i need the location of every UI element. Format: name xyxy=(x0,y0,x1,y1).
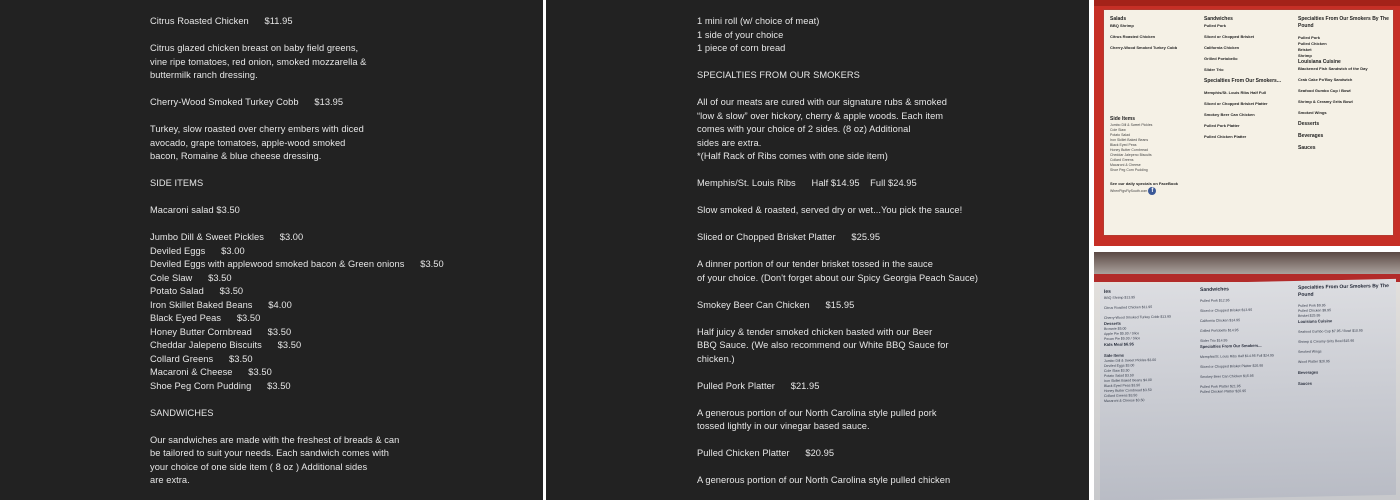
menu-text-line: Deviled Eggs with applewood smoked bacon & Green onions $3.50 xyxy=(150,259,444,269)
menu-text-line: Citrus Roasted Chicken $11.95 xyxy=(150,16,293,26)
menu-item: Slider Trio $14.95 xyxy=(1200,338,1228,344)
menu-item: Citrus Roasted Chicken xyxy=(1110,34,1156,39)
menu-text-line: Smokey Beer Can Chicken $15.95 xyxy=(697,299,855,310)
menu-text-line: BBQ Sauce. (We also recommend our White BBQ Sauce for xyxy=(697,340,949,350)
menu-text-line: of your choice. (Don't forget about our Spicy Georgia Peach Sauce) xyxy=(697,272,979,283)
menu-section: Desserts xyxy=(1104,320,1121,327)
column-heading: Salads xyxy=(1110,16,1127,22)
blank-line xyxy=(150,218,444,232)
menu-text-line: chicken.) xyxy=(697,353,735,364)
menu-text-line: Collard Greens $3.50 xyxy=(150,353,253,364)
menu-item: Pulled Chicken xyxy=(1298,41,1327,46)
blank-line xyxy=(697,2,978,16)
menu-item: Memphis/St. Louis Ribs Half $14.95 Full $24.95 xyxy=(1200,353,1274,360)
menu-column-2 xyxy=(1200,285,1292,395)
column-heading: Sandwiches xyxy=(1204,16,1233,22)
menu-column-1 xyxy=(1110,16,1202,195)
menu-item: Pulled Pork Platter xyxy=(1204,123,1240,128)
menu-item: Shrimp & Creamy Grits Bowl $15.95 xyxy=(1298,338,1355,344)
menu-item: Seafood Gumbo Cup $7.95 / Bowl $10.95 xyxy=(1298,328,1363,334)
menu-item: Grilled Portobello $14.95 xyxy=(1200,328,1239,334)
menu-column-2 xyxy=(1204,16,1296,140)
menu-text-line: Half juicy & tender smoked chicken basted with our Beer xyxy=(697,326,933,337)
menu-item: Macaroni & Cheese $3.50 xyxy=(1104,398,1145,404)
side-item: Potato Salad xyxy=(1110,133,1131,137)
blank-line xyxy=(697,164,978,178)
menu-item: California Chicken $14.95 xyxy=(1200,318,1241,324)
menu-item: Citrus Roasted Chicken $11.95 xyxy=(1104,305,1153,311)
column-heading: Specialties From Our Smokers By The Pound xyxy=(1298,16,1389,29)
column-heading: Desserts xyxy=(1298,121,1320,127)
menu-section: Louisiana Cuisine xyxy=(1298,318,1333,324)
menu-text-line: Cherry-Wood Smoked Turkey Cobb $13.95 xyxy=(150,97,344,107)
menu-item: Wood Platter $26.95 xyxy=(1298,359,1330,364)
column-heading: Sandwiches xyxy=(1200,286,1229,294)
menu-item: California Chicken xyxy=(1204,45,1240,50)
menu-item: Blackened Fish Sandwich of the Day xyxy=(1298,66,1368,71)
menu-column-3 xyxy=(1298,16,1390,152)
menu-text-line: comes with your choice of 2 sides. (8 oz) Additional xyxy=(697,124,911,134)
side-item: Honey Butter Cornbread xyxy=(1110,148,1148,152)
menu-text-line: be tailored to suit your needs. Each sandwich comes with xyxy=(150,448,389,458)
blank-line xyxy=(697,461,978,475)
menu-item: Pulled Chicken Platter xyxy=(1204,134,1247,139)
menu-text-line: *(Half Rack of Ribs comes with one side item) xyxy=(697,151,888,161)
menu-text-line: Sliced or Chopped Brisket Platter $25.95 xyxy=(697,232,881,242)
blank-line xyxy=(150,83,444,97)
menu-item: Collard Greens $3.50 xyxy=(1104,393,1138,399)
menu-item: Iron Skillet Baked Beans $4.00 xyxy=(1104,378,1152,384)
menu-text-line: Shoe Peg Corn Pudding $3.50 xyxy=(150,380,291,391)
column-heading: Side Items xyxy=(1110,116,1136,122)
menu-item: Grilled Portobello xyxy=(1204,56,1238,61)
menu-item: Shrimp & Creamy Grits Bowl xyxy=(1298,99,1353,104)
menu-text-line: SPECIALTIES FROM OUR SMOKERS xyxy=(697,70,860,80)
blank-line xyxy=(697,191,978,205)
menu-item: Pecan Pie $5.00 / Slice xyxy=(1104,336,1141,342)
menu-text-line: A generous portion of our North Carolina style pulled pork xyxy=(697,407,937,418)
column-heading: Specialties From Our Smokers By The Pound xyxy=(1298,283,1389,298)
menu-item: Seafood Gumbo Cup / Bowl xyxy=(1298,88,1351,93)
menu-item: Pulled Pork $9.95 xyxy=(1298,303,1326,308)
menu-item: Pulled Pork Platter $21.95 xyxy=(1200,384,1241,390)
menu-text-line: Potato Salad $3.50 xyxy=(150,286,244,296)
blank-line xyxy=(697,285,978,299)
menu-text-line: buttermilk ranch dressing. xyxy=(150,70,258,80)
blank-line xyxy=(150,191,444,205)
menu-text-line: Our sandwiches are made with the freshest of breads & can xyxy=(150,434,400,445)
menu-item: Smoked Wings xyxy=(1298,110,1327,115)
photographed-menu-board xyxy=(1100,279,1396,500)
facebook-note: See our daily specials on FaceBook xyxy=(1110,181,1179,186)
column-heading: Specialties From Our Smokers... xyxy=(1204,78,1281,84)
menu-text-line: A dinner portion of our tender brisket tossed in the sauce xyxy=(697,259,933,269)
menu-text-line: Macaroni salad $3.50 xyxy=(150,205,240,215)
column-heading: Sauces xyxy=(1298,145,1316,151)
menu-text-line: Slow smoked & roasted, served dry or wet...You pick the sauce! xyxy=(697,205,963,215)
menu-item: Brownie $5.00 xyxy=(1104,326,1127,332)
menu-item: Shrimp xyxy=(1298,53,1312,58)
menu-column-3 xyxy=(1298,283,1390,387)
menu-section: Side Items xyxy=(1104,352,1125,359)
menu-item: Memphis/St. Louis Ribs Half Full xyxy=(1204,90,1267,95)
menu-text-line: avocado, grape tomatoes, apple-wood smoked xyxy=(150,137,346,148)
menu-text-line: 1 side of your choice xyxy=(697,29,784,40)
menu-text-line: “low & slow” over hickory, cherry & apple woods. Each item xyxy=(697,110,944,121)
menu-text-line: Memphis/St. Louis Ribs Half $14.95 Full $24.95 xyxy=(697,178,917,188)
printed-menu-sheet xyxy=(1104,10,1393,235)
menu-item: Smokey Beer Can Chicken $15.95 xyxy=(1200,373,1254,380)
menu-item: Cherry-Wood Smoked Turkey Cobb xyxy=(1110,45,1178,50)
menu-text-line: Iron Skillet Baked Beans $4.00 xyxy=(150,299,292,310)
menu-text-line: All of our meats are cured with our signature rubs & smoked xyxy=(697,97,947,107)
menu-section: Sauces xyxy=(1298,380,1313,386)
blank-line xyxy=(150,29,444,43)
side-item: Cole Slaw xyxy=(1110,128,1126,132)
website-url: WhenPigsFlySouth.com xyxy=(1110,189,1148,193)
menu-photo-thumbnail-top[interactable] xyxy=(1094,0,1400,246)
menu-text-line: Citrus glazed chicken breast on baby field greens, xyxy=(150,43,359,53)
menu-text-line: bacon, Romaine & blue cheese dressing. xyxy=(150,151,322,161)
menu-photo-thumbnail-bottom[interactable] xyxy=(1094,252,1400,500)
menu-item: Cole Slaw $3.50 xyxy=(1104,368,1130,374)
blank-line xyxy=(150,420,444,434)
menu-text-line: tossed lightly in our vinegar based sauce. xyxy=(697,421,870,431)
menu-section: Kids Meal $6.95 xyxy=(1104,341,1134,348)
side-item: Shoe Peg Corn Pudding xyxy=(1110,168,1148,172)
menu-item: Deviled Eggs $3.00 xyxy=(1104,363,1135,369)
menu-item: Smokey Beer Can Chicken xyxy=(1204,112,1255,117)
menu-column-1 xyxy=(1104,287,1196,404)
side-item: Iron Skillet Baked Beans xyxy=(1110,138,1149,142)
menu-text-line: SANDWICHES xyxy=(150,407,214,418)
menu-item: Pulled Chicken Platter $20.95 xyxy=(1200,389,1247,395)
menu-item: Sliced or Chopped Brisket Platter $25.95 xyxy=(1200,363,1264,370)
menu-item: Pulled Pork $12.95 xyxy=(1200,298,1230,304)
menu-text-line: Pulled Pork Platter $21.95 xyxy=(697,380,820,391)
thumbnail-border xyxy=(1094,0,1400,6)
side-item: Black Eyed Peas xyxy=(1110,143,1137,147)
menu-text-line: Turkey, slow roasted over cherry embers with diced xyxy=(150,124,364,134)
menu-text-line: Cole Slaw $3.50 xyxy=(150,272,232,283)
menu-text-line: are extra. xyxy=(150,475,190,485)
blank-line xyxy=(697,366,978,380)
menu-item: Crab Cake Po'Boy Sandwich xyxy=(1298,77,1353,82)
menu-item: Honey Butter Cornbread $3.50 xyxy=(1104,388,1152,394)
menu-item: Smoked Wings xyxy=(1298,349,1322,354)
menu-section: Beverages xyxy=(1298,369,1319,375)
side-item: Jumbo Dill & Sweet Pickles xyxy=(1110,123,1153,127)
menu-item: Cherry-Wood Smoked Turkey Cobb $13.95 xyxy=(1104,314,1172,321)
facebook-icon: f xyxy=(1148,187,1156,195)
side-item: Collard Greens xyxy=(1110,158,1134,162)
menu-item: Slider Trio xyxy=(1204,67,1224,72)
menu-text-line: Deviled Eggs $3.00 xyxy=(150,245,245,256)
menu-text-line: your choice of one side item ( 8 oz ) Additional sides xyxy=(150,461,368,472)
menu-item: Sliced or Chopped Brisket $13.95 xyxy=(1200,307,1253,314)
column-heading: Beverages xyxy=(1298,133,1324,139)
blank-line xyxy=(697,393,978,407)
website-text xyxy=(1110,187,1202,195)
blank-line xyxy=(697,56,978,70)
blank-line xyxy=(697,312,978,326)
menu-item: Brisket $25.95 xyxy=(1298,313,1321,318)
menu-text-middle xyxy=(697,0,978,488)
menu-text-line: sides are extra. xyxy=(697,137,762,148)
blank-line xyxy=(150,2,444,16)
blank-line xyxy=(697,218,978,232)
menu-item: Sliced or Chopped Brisket Platter xyxy=(1204,101,1268,106)
blank-line xyxy=(697,434,978,448)
menu-item: BBQ Shrimp $13.95 xyxy=(1104,295,1136,301)
menu-item: Potato Salad $3.50 xyxy=(1104,373,1134,379)
menu-text-left xyxy=(150,0,444,488)
menu-text-line: Pulled Chicken Platter $20.95 xyxy=(697,448,835,458)
column-heading: Louisiana Cuisine xyxy=(1298,59,1341,65)
menu-text-line: Honey Butter Cornbread $3.50 xyxy=(150,326,292,337)
menu-text-line: vine ripe tomatoes, red onion, smoked mozzarella & xyxy=(150,56,367,67)
menu-item: Pulled Pork xyxy=(1204,23,1227,28)
menu-item: Sliced or Chopped Brisket xyxy=(1204,34,1255,39)
menu-item: Black Eyed Peas $3.50 xyxy=(1104,383,1141,389)
blank-line xyxy=(150,110,444,124)
menu-item: BBQ Shrimp xyxy=(1110,23,1134,28)
menu-text-line: Jumbo Dill & Sweet Pickles $3.00 xyxy=(150,232,304,242)
menu-text-line: Macaroni & Cheese $3.50 xyxy=(150,367,272,377)
side-item: Macaroni & Cheese xyxy=(1110,163,1141,167)
menu-section: Specialties From Our Smokers... xyxy=(1200,342,1262,350)
blank-line xyxy=(697,83,978,97)
menu-item: Pulled Chicken $9.95 xyxy=(1298,308,1332,313)
side-item: Cheddar Jalepeno Biscuits xyxy=(1110,153,1152,157)
menu-item: Brisket xyxy=(1298,47,1312,52)
menu-text-line: 1 piece of corn bread xyxy=(697,43,786,53)
menu-text-line: Cheddar Jalepeno Biscuits $3.50 xyxy=(150,340,302,350)
menu-text-line: Black Eyed Peas $3.50 xyxy=(150,313,261,323)
blank-line xyxy=(150,393,444,407)
menu-text-line: 1 mini roll (w/ choice of meat) xyxy=(697,16,820,26)
menu-item: Pulled Pork xyxy=(1298,35,1321,40)
blank-line xyxy=(697,245,978,259)
blank-line xyxy=(150,164,444,178)
menu-text-line: SIDE ITEMS xyxy=(150,178,204,188)
menu-item: Jumbo Dill & Sweet Pickles $3.00 xyxy=(1104,357,1157,364)
menu-item: Apple Pie $5.00 / Slice xyxy=(1104,331,1140,337)
menu-text-line: A generous portion of our North Carolina style pulled chicken xyxy=(697,475,951,485)
column-heading: Ies xyxy=(1104,288,1111,296)
